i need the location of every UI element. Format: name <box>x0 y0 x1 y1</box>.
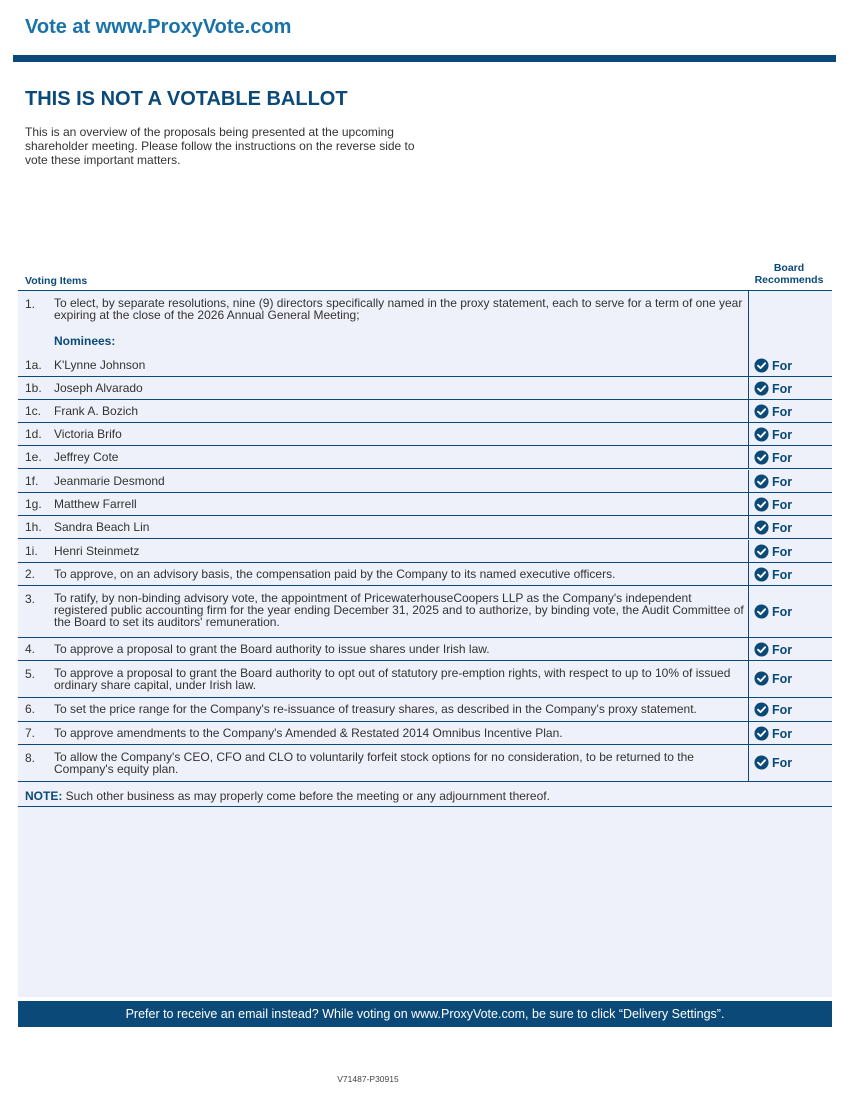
proposal-row-1 <box>18 297 832 354</box>
recommend-cell <box>748 423 832 445</box>
recommend-cell <box>748 516 832 538</box>
proposal-row <box>18 516 832 539</box>
for-label: For <box>772 702 793 717</box>
for-label: For <box>772 567 793 582</box>
top-divider <box>13 55 836 62</box>
check-circle-icon <box>754 702 769 717</box>
check-circle-icon <box>754 726 769 741</box>
recommend-cell <box>748 446 832 468</box>
proposal-row <box>18 423 832 446</box>
proposal-number: 1c. <box>25 404 42 418</box>
for-label: For <box>772 520 793 535</box>
proposal-text: To approve a proposal to grant the Board authority to issue shares under Irish law. <box>54 642 490 656</box>
for-label: For <box>772 427 793 442</box>
recommend-cell <box>748 563 832 585</box>
for-label: For <box>772 604 793 619</box>
proposal-text: To ratify, by non-binding advisory vote, the appointment of PricewaterhouseCoopers LLP as the Company's independent registered public accounting firm for the year ending December 31, 2025 and to authorize, by binding vote, the Audit Committee of the Board to set its auditors' remuneration. <box>54 591 744 629</box>
nominees-label: Nominees: <box>54 334 116 348</box>
note-divider <box>18 806 832 807</box>
proposal-text: Henri Steinmetz <box>54 544 140 558</box>
for-label: For <box>772 474 793 489</box>
proposal-row <box>18 722 832 745</box>
proposal-row <box>18 563 832 586</box>
for-recommendation <box>754 381 792 396</box>
page-title: THIS IS NOT A VOTABLE BALLOT <box>25 88 348 110</box>
recommend-cell <box>748 377 832 399</box>
proposal-row <box>18 586 832 638</box>
note-body: Such other business as may properly come before the meeting or any adjournment thereof. <box>62 789 550 803</box>
recommend-cell <box>748 540 832 562</box>
note-text <box>25 789 550 803</box>
proposal-number: 1g. <box>25 497 42 511</box>
recommend-cell <box>748 291 832 355</box>
check-circle-icon <box>754 520 769 535</box>
check-circle-icon <box>754 358 769 373</box>
for-label: For <box>772 450 793 465</box>
check-circle-icon <box>754 450 769 465</box>
for-recommendation <box>754 358 792 373</box>
proposal-number: 7. <box>25 726 36 740</box>
for-label: For <box>772 381 793 396</box>
check-circle-icon <box>754 381 769 396</box>
proposal-text: Jeanmarie Desmond <box>54 474 165 488</box>
check-circle-icon <box>754 642 769 657</box>
proposal-text: Sandra Beach Lin <box>54 520 150 534</box>
proposal-row <box>18 661 832 698</box>
for-label: For <box>772 497 793 512</box>
proposal-text: To approve amendments to the Company's Amended & Restated 2014 Omnibus Incentive Plan. <box>54 726 563 740</box>
for-recommendation <box>754 427 792 442</box>
proposal-number: 1i. <box>25 544 38 558</box>
proposal-text: K'Lynne Johnson <box>54 358 146 372</box>
proposal-row <box>18 745 832 782</box>
check-circle-icon <box>754 474 769 489</box>
proxyvote-link[interactable]: Vote at www.ProxyVote.com <box>25 16 292 38</box>
note-label: NOTE: <box>25 789 63 803</box>
proposal-row <box>18 638 832 661</box>
check-circle-icon <box>754 567 769 582</box>
check-circle-icon <box>754 427 769 442</box>
proposal-text: Victoria Brifo <box>54 427 122 441</box>
board-header-line2: Recommends <box>754 274 824 286</box>
recommend-cell <box>748 638 832 660</box>
recommend-cell <box>748 698 832 721</box>
proposal-number: 4. <box>25 642 36 656</box>
proposal-number: 2. <box>25 567 36 581</box>
proposal-row <box>18 354 832 377</box>
check-circle-icon <box>754 671 769 686</box>
proposal-row <box>18 470 832 493</box>
proposal-text: To elect, by separate resolutions, nine (9) directors specifically named in the proxy statement, each to serve for a term of one year expiring at the close of the 2026 Annual General Meeting; <box>54 296 743 322</box>
for-recommendation <box>754 520 792 535</box>
proposal-text: Frank A. Bozich <box>54 404 139 418</box>
document-code: V71487-P30915 <box>337 1074 399 1084</box>
recommend-cell <box>748 493 832 515</box>
for-label: For <box>772 642 793 657</box>
for-label: For <box>772 404 793 419</box>
proposal-text: Matthew Farrell <box>54 497 137 511</box>
for-recommendation <box>754 702 792 717</box>
proposal-number: 1a. <box>25 358 42 372</box>
recommend-cell <box>748 586 832 637</box>
proposal-number: 5. <box>25 667 36 681</box>
for-recommendation <box>754 450 792 465</box>
check-circle-icon <box>754 755 769 770</box>
for-label: For <box>772 671 793 686</box>
proposal-row <box>18 377 832 400</box>
proposal-number: 1f. <box>25 474 39 488</box>
for-recommendation <box>754 726 792 741</box>
recommend-cell <box>748 470 832 492</box>
email-delivery-banner: Prefer to receive an email instead? While voting on www.ProxyVote.com, be sure to click “Delivery Settings”. <box>18 1001 832 1027</box>
proposal-number: 8. <box>25 751 36 765</box>
for-recommendation <box>754 642 792 657</box>
check-circle-icon <box>754 544 769 559</box>
for-label: For <box>772 358 793 373</box>
check-circle-icon <box>754 604 769 619</box>
recommend-cell <box>748 745 832 781</box>
proposal-number: 1b. <box>25 381 42 395</box>
proposal-row <box>18 446 832 469</box>
proposal-text: Jeffrey Cote <box>54 450 119 464</box>
recommend-cell <box>748 354 832 376</box>
check-circle-icon <box>754 404 769 419</box>
proposal-number: 6. <box>25 702 36 716</box>
proposal-row <box>18 540 832 563</box>
recommend-cell <box>748 661 832 697</box>
panel-top-rule <box>18 290 832 291</box>
for-recommendation <box>754 755 792 770</box>
board-header-line1: Board <box>773 262 805 274</box>
proposal-number: 1h. <box>25 520 42 534</box>
for-recommendation <box>754 567 792 582</box>
proposal-number: 1d. <box>25 427 42 441</box>
for-recommendation <box>754 604 792 619</box>
proposal-text: To approve a proposal to grant the Board authority to opt out of statutory pre-emption rights, with respect to up to 10% of issued ordinary share capital, under Irish law. <box>54 666 731 692</box>
for-recommendation <box>754 404 792 419</box>
proposal-row <box>18 493 832 516</box>
check-circle-icon <box>754 497 769 512</box>
voting-items-header: Voting Items <box>25 275 88 287</box>
proposal-text: To allow the Company's CEO, CFO and CLO to voluntarily forfeit stock options for no consideration, to be returned to the Company's equity plan. <box>54 750 694 776</box>
intro-text: This is an overview of the proposals being presented at the upcoming shareholder meeting. Please follow the instructions on the reverse side to vote these important matters. <box>25 125 415 167</box>
for-label: For <box>772 544 793 559</box>
proposal-text: Joseph Alvarado <box>54 381 143 395</box>
for-recommendation <box>754 671 792 686</box>
proposal-row <box>18 400 832 423</box>
recommend-cell <box>748 722 832 744</box>
proposal-row <box>18 698 832 722</box>
proposal-number: 3. <box>25 592 36 606</box>
proposal-text: To set the price range for the Company's re-issuance of treasury shares, as described in the Company's proxy statement. <box>54 702 697 716</box>
for-label: For <box>772 726 793 741</box>
for-recommendation <box>754 544 792 559</box>
for-recommendation <box>754 497 792 512</box>
proposal-text: To approve, on an advisory basis, the compensation paid by the Company to its named executive officers. <box>54 567 616 581</box>
for-recommendation <box>754 474 792 489</box>
for-label: For <box>772 755 793 770</box>
proposal-number: 1. <box>25 297 36 311</box>
recommend-cell <box>748 400 832 422</box>
board-recommends-header <box>748 262 830 286</box>
proposal-number: 1e. <box>25 450 42 464</box>
